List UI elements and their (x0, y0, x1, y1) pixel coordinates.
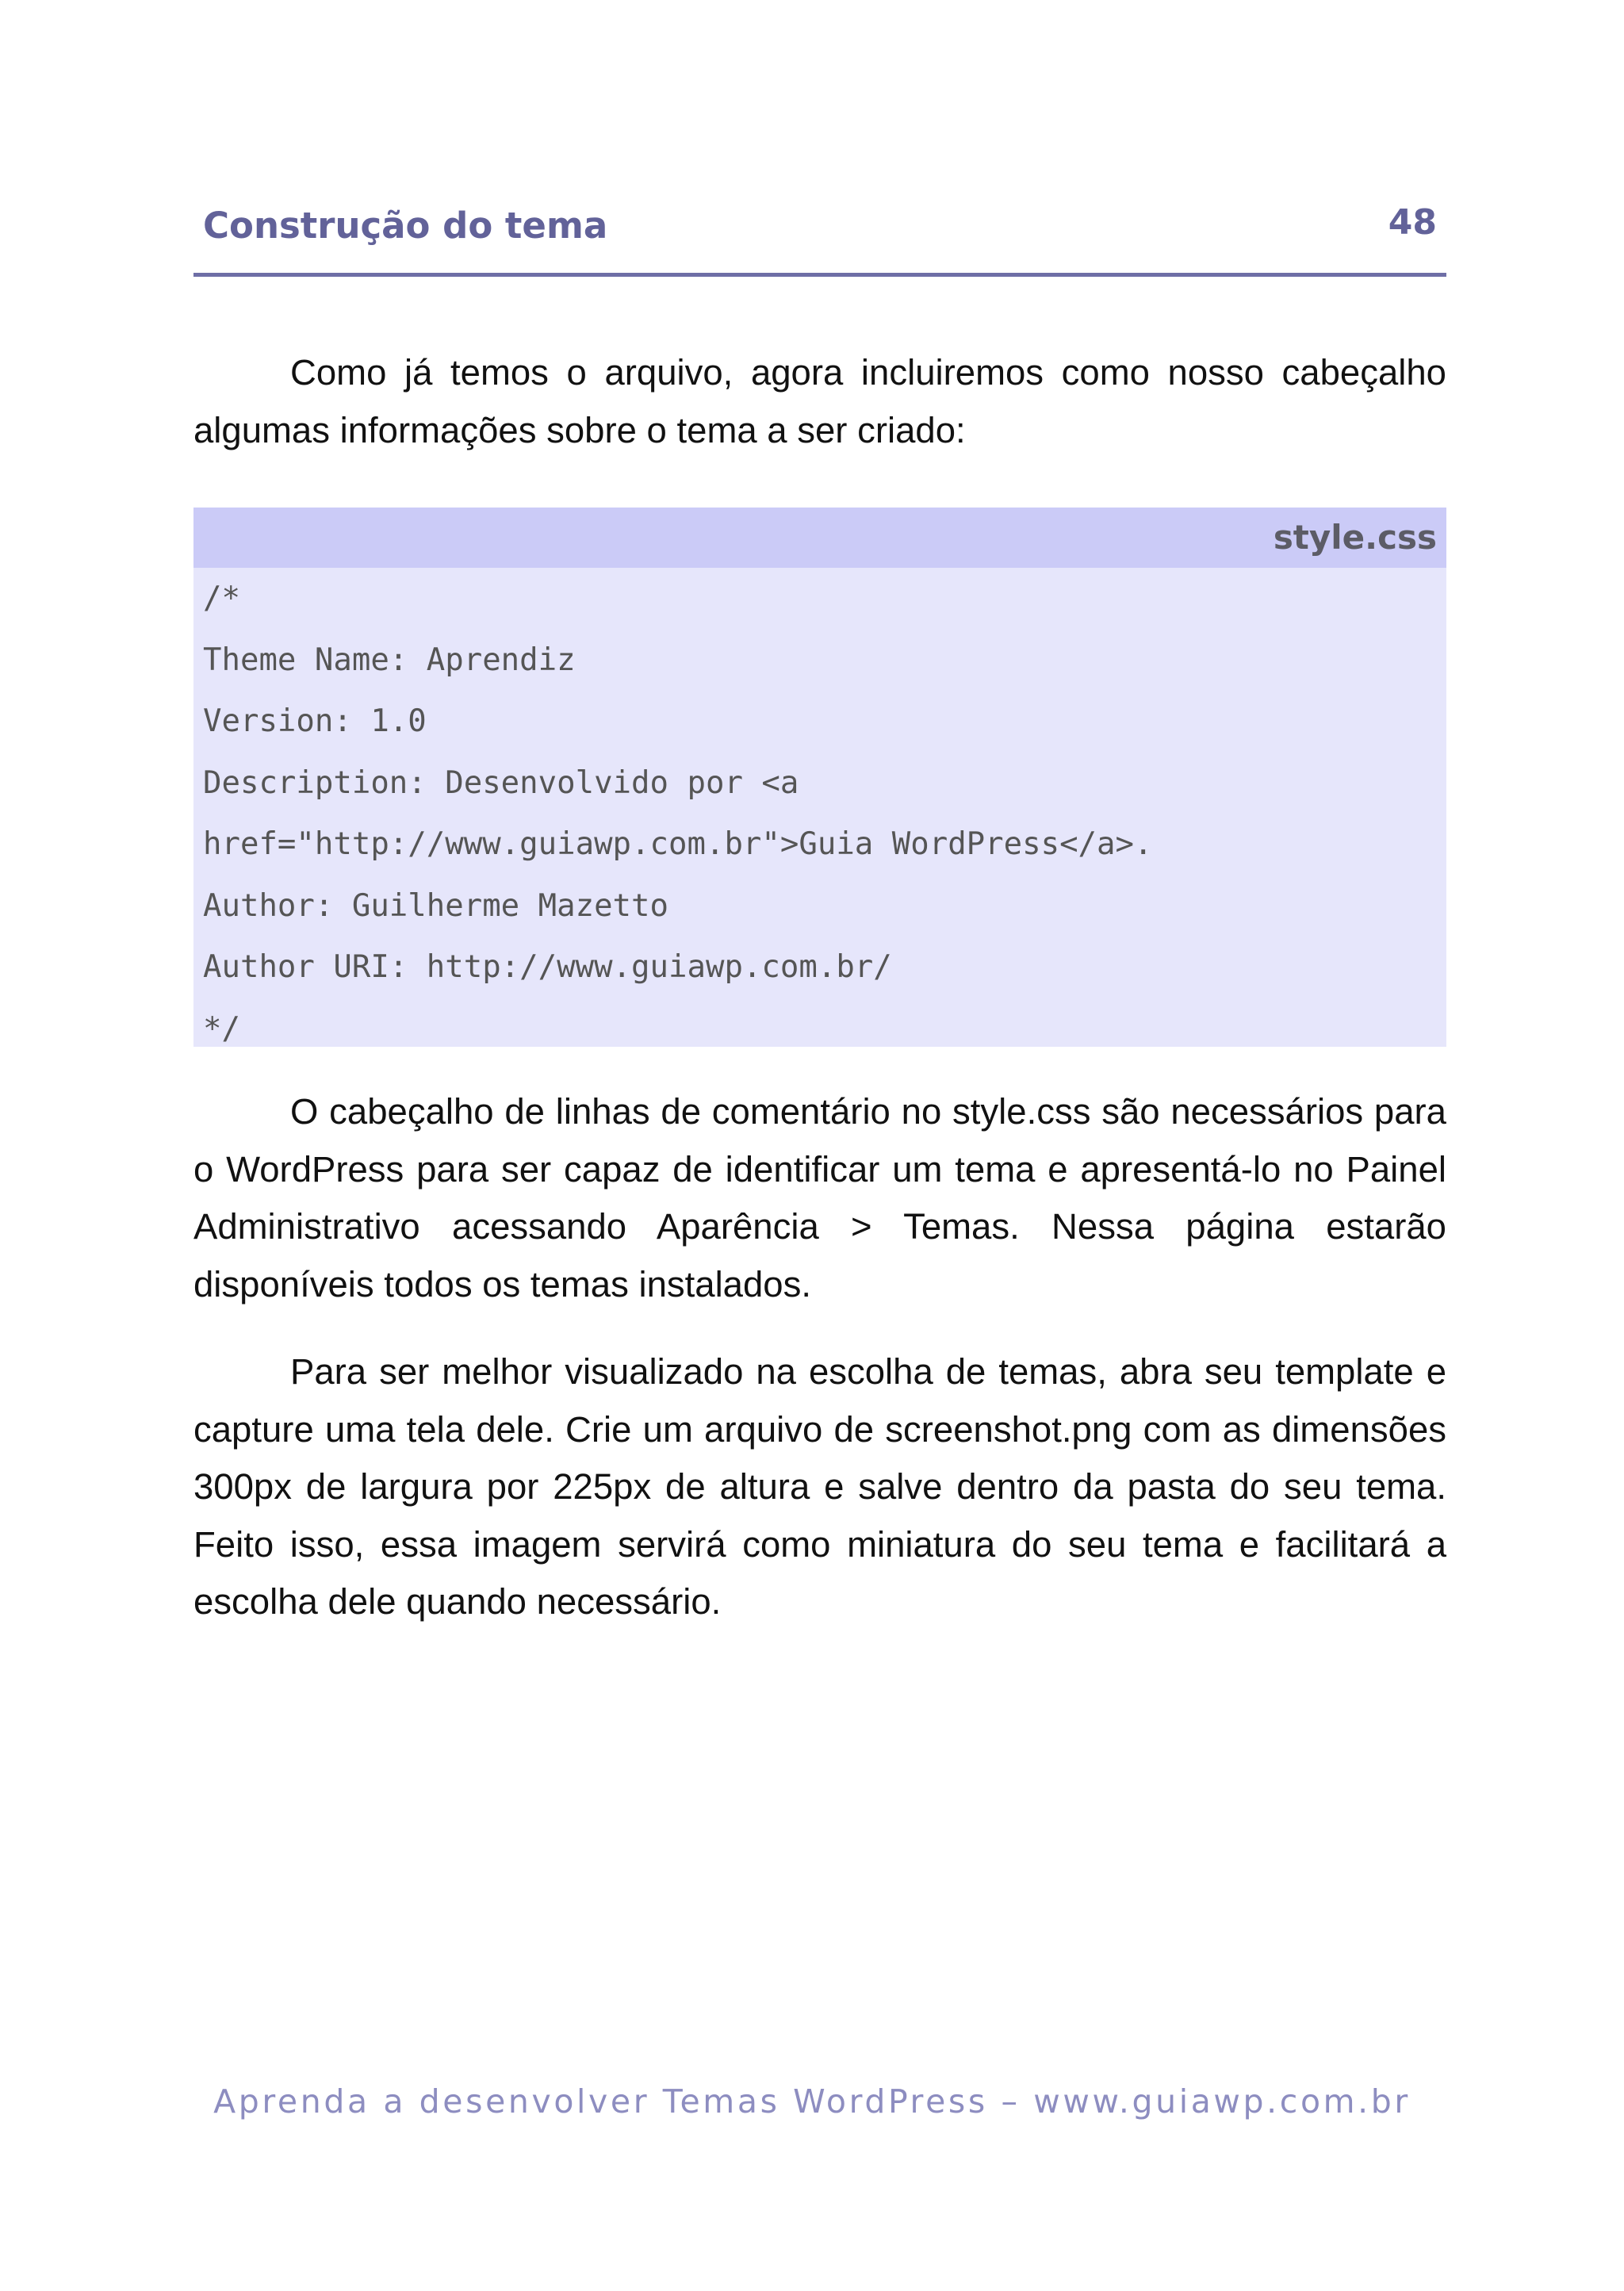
code-filename: style.css (1273, 518, 1437, 557)
code-block (193, 508, 1446, 1047)
code-line: /* (203, 580, 240, 616)
code-line: Theme Name: Aprendiz (203, 642, 576, 678)
page-number: 48 (1388, 202, 1437, 243)
chapter-title: Construção do tema (203, 205, 608, 247)
code-line: Author URI: http://www.guiawp.com.br/ (203, 949, 892, 985)
code-line: */ (203, 1010, 240, 1047)
code-block-header (193, 508, 1446, 568)
intro-paragraph: Como já temos o arquivo, agora incluiremos como nosso cabeçalho algumas informações sobre o tema a ser criado: (193, 352, 1446, 450)
code-lines (203, 568, 1437, 1059)
code-line: Description: Desenvolvido por <a (203, 764, 799, 801)
body-paragraph: Para ser melhor visualizado na escolha de temas, abra seu template e capture uma tela dele. Crie um arquivo de screenshot.png com as dimensões 300px de largura por 225px de altura e salve dentro da pasta do seu tema. Feito isso, essa imagem servirá como miniatura do seu tema e facilitará a escolha dele quando necessário. (193, 1351, 1446, 1622)
page-footer: Aprenda a desenvolver Temas WordPress – www.guiawp.com.br (213, 2082, 1411, 2121)
body-paragraph: O cabeçalho de linhas de comentário no style.css são necessários para o WordPress para ser capaz de identificar um tema e apresentá-lo no Painel Administrativo acessando Aparência > Temas. Nessa página estarão disponíveis todos os temas instalados. (193, 1091, 1446, 1304)
code-line: href="http://www.guiawp.com.br">Guia WordPress</a>. (203, 826, 1153, 862)
code-line: Author: Guilherme Mazetto (203, 887, 668, 924)
page-header (193, 198, 1446, 277)
code-line: Version: 1.0 (203, 703, 427, 739)
